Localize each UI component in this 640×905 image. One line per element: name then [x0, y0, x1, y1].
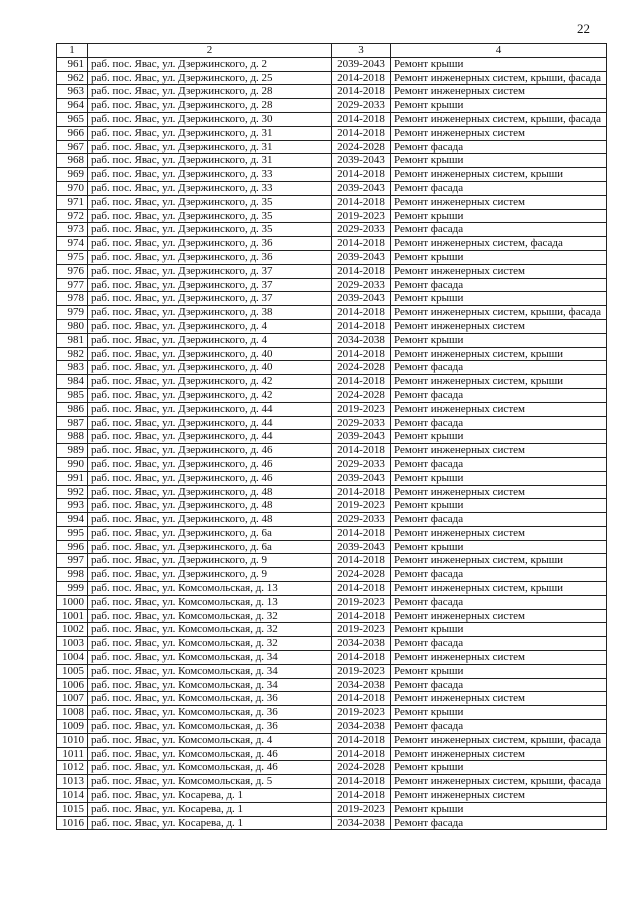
row-number: 1005 [57, 664, 88, 678]
row-address: раб. пос. Явас, ул. Дзержинского, д. 31 [88, 126, 332, 140]
row-address: раб. пос. Явас, ул. Дзержинского, д. 28 [88, 85, 332, 99]
row-number: 989 [57, 444, 88, 458]
row-address: раб. пос. Явас, ул. Дзержинского, д. 44 [88, 416, 332, 430]
row-number: 973 [57, 223, 88, 237]
table-row [57, 347, 607, 361]
table-row [57, 99, 607, 113]
row-address: раб. пос. Явас, ул. Комсомольская, д. 36 [88, 706, 332, 720]
row-address: раб. пос. Явас, ул. Дзержинского, д. 30 [88, 112, 332, 126]
row-work-type: Ремонт инженерных систем, крыши [391, 554, 607, 568]
table-row [57, 775, 607, 789]
row-period: 2029-2033 [332, 99, 391, 113]
row-address: раб. пос. Явас, ул. Комсомольская, д. 5 [88, 775, 332, 789]
row-address: раб. пос. Явас, ул. Дзержинского, д. 46 [88, 457, 332, 471]
row-work-type: Ремонт крыши [391, 57, 607, 71]
row-period: 2024-2028 [332, 140, 391, 154]
row-address: раб. пос. Явас, ул. Дзержинского, д. 48 [88, 485, 332, 499]
row-work-type: Ремонт крыши [391, 292, 607, 306]
row-address: раб. пос. Явас, ул. Дзержинского, д. 42 [88, 388, 332, 402]
row-period: 2039-2043 [332, 471, 391, 485]
row-period: 2019-2023 [332, 706, 391, 720]
row-period: 2034-2038 [332, 333, 391, 347]
row-work-type: Ремонт инженерных систем [391, 747, 607, 761]
row-number: 977 [57, 278, 88, 292]
row-work-type: Ремонт фасада [391, 568, 607, 582]
row-period: 2024-2028 [332, 568, 391, 582]
row-number: 996 [57, 540, 88, 554]
row-work-type: Ремонт инженерных систем [391, 402, 607, 416]
table-row [57, 554, 607, 568]
row-number: 971 [57, 195, 88, 209]
row-address: раб. пос. Явас, ул. Косарева, д. 1 [88, 789, 332, 803]
row-number: 982 [57, 347, 88, 361]
row-number: 985 [57, 388, 88, 402]
row-number: 984 [57, 375, 88, 389]
row-period: 2014-2018 [332, 71, 391, 85]
row-period: 2019-2023 [332, 209, 391, 223]
row-address: раб. пос. Явас, ул. Косарева, д. 1 [88, 802, 332, 816]
row-period: 2014-2018 [332, 775, 391, 789]
column-header-period: 3 [332, 44, 391, 58]
row-number: 1008 [57, 706, 88, 720]
table-row [57, 154, 607, 168]
row-address: раб. пос. Явас, ул. Дзержинского, д. 37 [88, 264, 332, 278]
table-row [57, 85, 607, 99]
row-address: раб. пос. Явас, ул. Дзержинского, д. 35 [88, 195, 332, 209]
row-number: 980 [57, 319, 88, 333]
table-row [57, 57, 607, 71]
row-period: 2039-2043 [332, 154, 391, 168]
row-address: раб. пос. Явас, ул. Дзержинского, д. 28 [88, 99, 332, 113]
row-work-type: Ремонт инженерных систем, крыши, фасада [391, 112, 607, 126]
row-work-type: Ремонт фасада [391, 223, 607, 237]
table-row [57, 71, 607, 85]
table-row [57, 444, 607, 458]
row-period: 2014-2018 [332, 319, 391, 333]
row-work-type: Ремонт крыши [391, 540, 607, 554]
row-work-type: Ремонт инженерных систем [391, 485, 607, 499]
row-number: 1006 [57, 678, 88, 692]
row-address: раб. пос. Явас, ул. Комсомольская, д. 32 [88, 637, 332, 651]
row-number: 969 [57, 168, 88, 182]
row-number: 967 [57, 140, 88, 154]
table-row [57, 181, 607, 195]
row-work-type: Ремонт инженерных систем [391, 789, 607, 803]
row-number: 979 [57, 306, 88, 320]
row-work-type: Ремонт инженерных систем, крыши [391, 168, 607, 182]
row-period: 2024-2028 [332, 388, 391, 402]
row-number: 981 [57, 333, 88, 347]
row-number: 1000 [57, 595, 88, 609]
table-row [57, 582, 607, 596]
row-period: 2014-2018 [332, 347, 391, 361]
table-row [57, 485, 607, 499]
row-work-type: Ремонт крыши [391, 761, 607, 775]
row-address: раб. пос. Явас, ул. Дзержинского, д. 33 [88, 181, 332, 195]
row-address: раб. пос. Явас, ул. Дзержинского, д. 25 [88, 71, 332, 85]
row-period: 2019-2023 [332, 623, 391, 637]
row-work-type: Ремонт крыши [391, 430, 607, 444]
table-row [57, 375, 607, 389]
row-number: 965 [57, 112, 88, 126]
row-address: раб. пос. Явас, ул. Дзержинского, д. 33 [88, 168, 332, 182]
row-period: 2014-2018 [332, 375, 391, 389]
row-work-type: Ремонт инженерных систем [391, 319, 607, 333]
table-row [57, 333, 607, 347]
table-row [57, 416, 607, 430]
row-period: 2034-2038 [332, 678, 391, 692]
row-period: 2014-2018 [332, 168, 391, 182]
row-period: 2014-2018 [332, 554, 391, 568]
row-address: раб. пос. Явас, ул. Дзержинского, д. 36 [88, 237, 332, 251]
table-row [57, 264, 607, 278]
row-period: 2029-2033 [332, 513, 391, 527]
row-number: 976 [57, 264, 88, 278]
table-row [57, 623, 607, 637]
row-work-type: Ремонт крыши [391, 154, 607, 168]
table-row [57, 402, 607, 416]
table-row [57, 664, 607, 678]
row-period: 2024-2028 [332, 361, 391, 375]
row-number: 988 [57, 430, 88, 444]
row-work-type: Ремонт инженерных систем [391, 264, 607, 278]
row-period: 2019-2023 [332, 664, 391, 678]
table-row [57, 733, 607, 747]
row-work-type: Ремонт фасада [391, 388, 607, 402]
row-number: 1015 [57, 802, 88, 816]
table-row [57, 692, 607, 706]
row-address: раб. пос. Явас, ул. Дзержинского, д. 2 [88, 57, 332, 71]
row-number: 1010 [57, 733, 88, 747]
row-period: 2014-2018 [332, 582, 391, 596]
row-work-type: Ремонт инженерных систем [391, 526, 607, 540]
row-address: раб. пос. Явас, ул. Комсомольская, д. 36 [88, 720, 332, 734]
row-work-type: Ремонт инженерных систем [391, 609, 607, 623]
table-row [57, 637, 607, 651]
table-row [57, 223, 607, 237]
row-number: 1016 [57, 816, 88, 830]
row-number: 997 [57, 554, 88, 568]
row-number: 970 [57, 181, 88, 195]
row-period: 2014-2018 [332, 609, 391, 623]
row-period: 2014-2018 [332, 733, 391, 747]
table-row [57, 513, 607, 527]
row-period: 2014-2018 [332, 692, 391, 706]
row-period: 2019-2023 [332, 402, 391, 416]
table-row [57, 306, 607, 320]
table-row [57, 609, 607, 623]
table-body [57, 57, 607, 830]
table-row [57, 789, 607, 803]
row-period: 2019-2023 [332, 595, 391, 609]
row-period: 2039-2043 [332, 292, 391, 306]
table-row [57, 678, 607, 692]
table-row [57, 126, 607, 140]
row-period: 2039-2043 [332, 430, 391, 444]
row-period: 2029-2033 [332, 223, 391, 237]
row-period: 2029-2033 [332, 416, 391, 430]
row-address: раб. пос. Явас, ул. Комсомольская, д. 46 [88, 761, 332, 775]
row-address: раб. пос. Явас, ул. Дзержинского, д. 35 [88, 223, 332, 237]
table-row [57, 278, 607, 292]
row-work-type: Ремонт крыши [391, 250, 607, 264]
row-work-type: Ремонт инженерных систем [391, 195, 607, 209]
row-work-type: Ремонт фасада [391, 678, 607, 692]
row-address: раб. пос. Явас, ул. Дзержинского, д. 46 [88, 471, 332, 485]
page-number: 22 [577, 21, 590, 36]
table-row [57, 361, 607, 375]
row-address: раб. пос. Явас, ул. Комсомольская, д. 32 [88, 609, 332, 623]
row-work-type: Ремонт фасада [391, 140, 607, 154]
column-header-address: 2 [88, 44, 332, 58]
column-header-work-type: 4 [391, 44, 607, 58]
row-address: раб. пос. Явас, ул. Косарева, д. 1 [88, 816, 332, 830]
row-address: раб. пос. Явас, ул. Дзержинского, д. 35 [88, 209, 332, 223]
table-row [57, 540, 607, 554]
row-period: 2019-2023 [332, 802, 391, 816]
row-address: раб. пос. Явас, ул. Дзержинского, д. 46 [88, 444, 332, 458]
column-header-number: 1 [57, 44, 88, 58]
row-number: 999 [57, 582, 88, 596]
row-period: 2039-2043 [332, 181, 391, 195]
row-number: 1007 [57, 692, 88, 706]
row-number: 964 [57, 99, 88, 113]
row-period: 2029-2033 [332, 278, 391, 292]
row-address: раб. пос. Явас, ул. Дзержинского, д. 38 [88, 306, 332, 320]
row-number: 992 [57, 485, 88, 499]
row-period: 2029-2033 [332, 457, 391, 471]
row-number: 968 [57, 154, 88, 168]
row-work-type: Ремонт крыши [391, 802, 607, 816]
row-address: раб. пос. Явас, ул. Дзержинского, д. 36 [88, 250, 332, 264]
row-work-type: Ремонт инженерных систем, крыши, фасада [391, 71, 607, 85]
row-work-type: Ремонт инженерных систем [391, 444, 607, 458]
table-row [57, 209, 607, 223]
row-period: 2039-2043 [332, 540, 391, 554]
row-address: раб. пос. Явас, ул. Комсомольская, д. 36 [88, 692, 332, 706]
row-number: 974 [57, 237, 88, 251]
row-number: 987 [57, 416, 88, 430]
row-work-type: Ремонт крыши [391, 706, 607, 720]
row-period: 2014-2018 [332, 444, 391, 458]
row-number: 972 [57, 209, 88, 223]
row-work-type: Ремонт инженерных систем [391, 126, 607, 140]
table-row [57, 292, 607, 306]
row-period: 2014-2018 [332, 306, 391, 320]
row-address: раб. пос. Явас, ул. Дзержинского, д. 40 [88, 347, 332, 361]
table-row [57, 747, 607, 761]
table-row [57, 802, 607, 816]
row-work-type: Ремонт крыши [391, 209, 607, 223]
row-address: раб. пос. Явас, ул. Дзержинского, д. 37 [88, 278, 332, 292]
table-row [57, 319, 607, 333]
row-address: раб. пос. Явас, ул. Дзержинского, д. 9 [88, 568, 332, 582]
row-period: 2014-2018 [332, 485, 391, 499]
row-work-type: Ремонт фасада [391, 416, 607, 430]
table-header-row [57, 44, 607, 58]
row-address: раб. пос. Явас, ул. Комсомольская, д. 32 [88, 623, 332, 637]
row-period: 2039-2043 [332, 250, 391, 264]
row-address: раб. пос. Явас, ул. Комсомольская, д. 13 [88, 595, 332, 609]
row-number: 978 [57, 292, 88, 306]
row-work-type: Ремонт крыши [391, 623, 607, 637]
row-work-type: Ремонт фасада [391, 816, 607, 830]
table-row [57, 250, 607, 264]
row-work-type: Ремонт инженерных систем [391, 85, 607, 99]
row-work-type: Ремонт фасада [391, 361, 607, 375]
row-number: 990 [57, 457, 88, 471]
row-address: раб. пос. Явас, ул. Комсомольская, д. 46 [88, 747, 332, 761]
row-number: 961 [57, 57, 88, 71]
row-number: 963 [57, 85, 88, 99]
row-period: 2014-2018 [332, 651, 391, 665]
table-row [57, 568, 607, 582]
row-address: раб. пос. Явас, ул. Дзержинского, д. 44 [88, 402, 332, 416]
row-address: раб. пос. Явас, ул. Дзержинского, д. 48 [88, 513, 332, 527]
table-row [57, 761, 607, 775]
table-row [57, 706, 607, 720]
table-row [57, 457, 607, 471]
row-address: раб. пос. Явас, ул. Дзержинского, д. 37 [88, 292, 332, 306]
table-row [57, 388, 607, 402]
table-row [57, 595, 607, 609]
row-work-type: Ремонт инженерных систем [391, 692, 607, 706]
row-number: 986 [57, 402, 88, 416]
row-period: 2014-2018 [332, 112, 391, 126]
row-work-type: Ремонт инженерных систем, крыши [391, 375, 607, 389]
row-work-type: Ремонт фасада [391, 720, 607, 734]
table-row [57, 140, 607, 154]
row-number: 1003 [57, 637, 88, 651]
row-address: раб. пос. Явас, ул. Дзержинского, д. 48 [88, 499, 332, 513]
table-row [57, 168, 607, 182]
row-work-type: Ремонт инженерных систем, крыши, фасада [391, 733, 607, 747]
row-number: 962 [57, 71, 88, 85]
row-number: 1001 [57, 609, 88, 623]
row-period: 2024-2028 [332, 761, 391, 775]
row-number: 1013 [57, 775, 88, 789]
row-work-type: Ремонт фасада [391, 513, 607, 527]
row-number: 1009 [57, 720, 88, 734]
row-address: раб. пос. Явас, ул. Дзержинского, д. 40 [88, 361, 332, 375]
row-address: раб. пос. Явас, ул. Комсомольская, д. 34 [88, 664, 332, 678]
row-period: 2019-2023 [332, 499, 391, 513]
row-period: 2039-2043 [332, 57, 391, 71]
table-row [57, 816, 607, 830]
row-work-type: Ремонт фасада [391, 595, 607, 609]
row-address: раб. пос. Явас, ул. Дзержинского, д. 31 [88, 154, 332, 168]
row-work-type: Ремонт инженерных систем, фасада [391, 237, 607, 251]
row-address: раб. пос. Явас, ул. Комсомольская, д. 13 [88, 582, 332, 596]
row-number: 1011 [57, 747, 88, 761]
row-number: 975 [57, 250, 88, 264]
repair-schedule-table [56, 43, 607, 830]
row-address: раб. пос. Явас, ул. Комсомольская, д. 34 [88, 678, 332, 692]
row-work-type: Ремонт крыши [391, 471, 607, 485]
row-period: 2014-2018 [332, 789, 391, 803]
row-number: 998 [57, 568, 88, 582]
row-address: раб. пос. Явас, ул. Дзержинского, д. 4 [88, 333, 332, 347]
row-work-type: Ремонт крыши [391, 333, 607, 347]
row-number: 993 [57, 499, 88, 513]
row-work-type: Ремонт фасада [391, 278, 607, 292]
row-address: раб. пос. Явас, ул. Дзержинского, д. 4 [88, 319, 332, 333]
row-address: раб. пос. Явас, ул. Комсомольская, д. 34 [88, 651, 332, 665]
table-row [57, 720, 607, 734]
row-number: 1002 [57, 623, 88, 637]
row-number: 1014 [57, 789, 88, 803]
row-period: 2014-2018 [332, 126, 391, 140]
row-work-type: Ремонт фасада [391, 181, 607, 195]
row-period: 2014-2018 [332, 237, 391, 251]
row-period: 2014-2018 [332, 747, 391, 761]
row-address: раб. пос. Явас, ул. Дзержинского, д. 6а [88, 526, 332, 540]
row-number: 994 [57, 513, 88, 527]
row-work-type: Ремонт инженерных систем, крыши [391, 582, 607, 596]
row-period: 2014-2018 [332, 195, 391, 209]
table-row [57, 112, 607, 126]
row-work-type: Ремонт крыши [391, 664, 607, 678]
row-work-type: Ремонт инженерных систем, крыши, фасада [391, 306, 607, 320]
row-period: 2014-2018 [332, 85, 391, 99]
row-period: 2034-2038 [332, 816, 391, 830]
row-address: раб. пос. Явас, ул. Дзержинского, д. 9 [88, 554, 332, 568]
row-number: 995 [57, 526, 88, 540]
row-number: 966 [57, 126, 88, 140]
table-row [57, 651, 607, 665]
row-work-type: Ремонт инженерных систем, крыши, фасада [391, 775, 607, 789]
row-work-type: Ремонт фасада [391, 457, 607, 471]
row-work-type: Ремонт крыши [391, 499, 607, 513]
row-address: раб. пос. Явас, ул. Комсомольская, д. 4 [88, 733, 332, 747]
row-work-type: Ремонт инженерных систем, крыши [391, 347, 607, 361]
row-address: раб. пос. Явас, ул. Дзержинского, д. 44 [88, 430, 332, 444]
row-number: 1004 [57, 651, 88, 665]
row-work-type: Ремонт инженерных систем [391, 651, 607, 665]
row-number: 1012 [57, 761, 88, 775]
table-row [57, 237, 607, 251]
row-period: 2014-2018 [332, 264, 391, 278]
row-number: 991 [57, 471, 88, 485]
table-row [57, 195, 607, 209]
row-address: раб. пос. Явас, ул. Дзержинского, д. 31 [88, 140, 332, 154]
table-row [57, 471, 607, 485]
row-work-type: Ремонт фасада [391, 637, 607, 651]
row-period: 2034-2038 [332, 720, 391, 734]
row-address: раб. пос. Явас, ул. Дзержинского, д. 42 [88, 375, 332, 389]
table-row [57, 526, 607, 540]
row-work-type: Ремонт крыши [391, 99, 607, 113]
row-period: 2014-2018 [332, 526, 391, 540]
row-period: 2034-2038 [332, 637, 391, 651]
row-number: 983 [57, 361, 88, 375]
row-address: раб. пос. Явас, ул. Дзержинского, д. 6а [88, 540, 332, 554]
table-row [57, 499, 607, 513]
table-row [57, 430, 607, 444]
